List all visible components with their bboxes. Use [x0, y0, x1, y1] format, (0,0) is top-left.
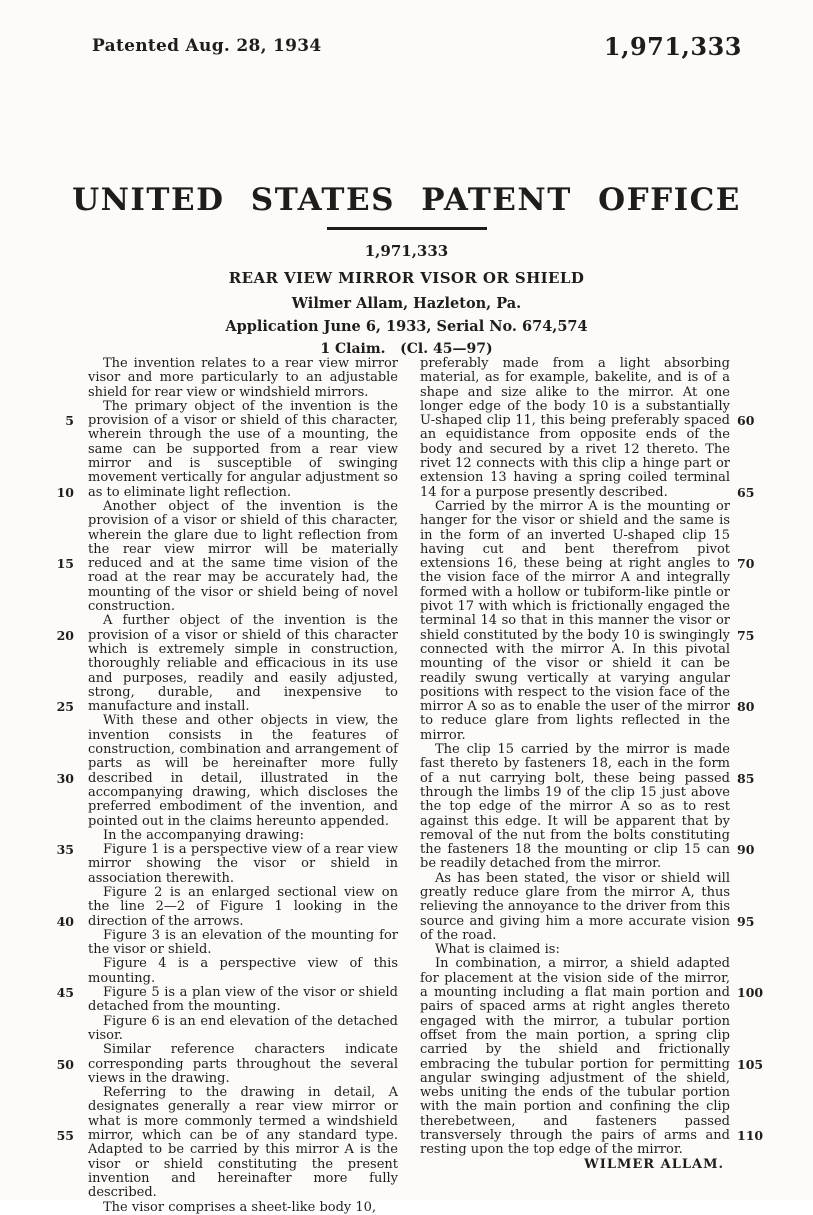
right-text-column: [420, 357, 730, 1172]
figure-1-description: Figure 1 is a perspective view of a rear view mirror showing the visor or shield in association therewith.: [88, 842, 398, 886]
line-number-95: 95: [737, 913, 755, 929]
patent-number-masthead: 1,971,333: [364, 242, 449, 260]
office-title: UNITED STATES PATENT OFFICE: [72, 182, 741, 218]
line-number-105: 105: [737, 1056, 764, 1072]
reference-characters-paragraph: Similar reference characters indicate corresponding parts throughout the several views in the drawing.: [88, 1042, 398, 1086]
line-number-65: 65: [737, 484, 755, 500]
patented-date-line: Patented Aug. 28, 1934: [92, 36, 322, 56]
figure-5-description: Figure 5 is a plan view of the visor or shield detached from the mounting.: [88, 985, 398, 1015]
fasteners-paragraph: The clip 15 carried by the mirror is made fast thereto by fasteners 18, each in the form of a nut carrying bolt, these being passed through the limbs 19 of the clip 15 just above the top edge of the mirror A so as to rest against this edge. It will be apparent that by removal of the nut from the bolts constituting the fasteners 18 the mounting or clip 15 can be readily detached from the mirror.: [420, 742, 730, 872]
claim-intro-line: What is claimed is:: [435, 942, 560, 958]
another-object-paragraph: Another object of the invention is the provision of a visor or shield of this character, wherein the glare due to light reflection from the rear view mirror will be materially reduced and at the same time vision of the road at the rear may be accurately had, the mounting of the visor or shield being of novel construction.: [88, 498, 398, 615]
figure-2-description: Figure 2 is an enlarged sectional view on the line 2—2 of Figure 1 looking in the direction of the arrows.: [88, 884, 398, 929]
masthead: [0, 183, 813, 357]
visor-body-paragraph-continued: preferably made from a light absorbing material, as for example, bakelite, and is of a shape and size alike to the mirror. At one longer edge of the body 10 is a substantially U-shaped clip 11, this being preferably spaced an equidistance from opposite ends of the body and secured by a rivet 12 thereto. The rivet 12 connects with this clip a hinge part or extension 13 having a spring coiled terminal 14 for a purpose presently described.: [420, 356, 730, 500]
line-number-25: 25: [56, 699, 74, 715]
line-number-100: 100: [737, 985, 764, 1001]
line-number-40: 40: [56, 913, 74, 929]
figure-3-description: Figure 3 is an elevation of the mounting for the visor or shield.: [88, 927, 398, 958]
patent-number-header: 1,971,333: [603, 32, 742, 61]
invention-title: REAR VIEW MIRROR VISOR OR SHIELD: [228, 269, 585, 287]
line-number-45: 45: [56, 985, 74, 1001]
signature: WILMER ALLAM.: [584, 1156, 724, 1172]
line-number-35: 35: [56, 842, 74, 858]
line-number-20: 20: [56, 627, 74, 643]
referring-paragraph: Referring to the drawing in detail, A designates generally a rear view mirror or what is more commonly termed a windshield mirror, which can be of any standard type. Adapted to be carried by this mirror A is the visor or shield constituting the present invention and hereinafter more fully described.: [88, 1085, 398, 1201]
visor-body-paragraph-start: The visor comprises a sheet-like body 10,: [103, 1199, 377, 1215]
line-number-60: 60: [737, 413, 755, 429]
title-divider-rule: [327, 227, 487, 230]
line-number-10: 10: [56, 484, 74, 500]
line-number-85: 85: [737, 770, 755, 786]
line-number-5: 5: [65, 413, 74, 429]
line-number-75: 75: [737, 627, 755, 643]
line-numbers-right-margin: [737, 357, 767, 1157]
primary-object-paragraph: The primary object of the invention is the provision of a visor or shield of this character, wherein through the use of a mounting, the same can be supported from a rear view mirror and is susceptible of swinging movement vertically for angular adjustment so as to eliminate light reflection.: [88, 398, 398, 500]
figure-4-description: Figure 4 is a perspective view of this mounting.: [88, 956, 398, 986]
line-number-30: 30: [56, 770, 74, 786]
line-number-50: 50: [56, 1056, 74, 1072]
inventor-line: Wilmer Allam, Hazleton, Pa.: [291, 295, 522, 312]
figure-6-description: Figure 6 is an end elevation of the detached visor.: [88, 1013, 398, 1043]
intro-paragraph: The invention relates to a rear view mirror visor and more particularly to an adjustable shield for rear view or windshield mirrors.: [88, 356, 398, 400]
line-number-55: 55: [56, 1128, 74, 1144]
patent-body: [0, 356, 813, 1215]
application-line: Application June 6, 1933, Serial No. 674,574: [225, 318, 588, 335]
further-object-paragraph: A further object of the invention is the provision of a visor or shield of this character which is extremely simple in construction, thoroughly reliable and efficacious in its use and purposes, readily and easily adjusted, strong, durable, and inexpensive to manufacture and install.: [88, 613, 398, 715]
glare-reduction-paragraph: As has been stated, the visor or shield will greatly reduce glare from the mirror A, thus relieving the annoyance to the driver from this source and giving him a more accurate vision of the road.: [420, 870, 730, 943]
line-number-90: 90: [737, 842, 755, 858]
mounting-paragraph: Carried by the mirror A is the mounting or hanger for the visor or shield and the same is in the form of an inverted U-shaped clip 15 having cut and bent therefrom pivot extensions 16, these being at right angles to the vision face of the mirror A and integrally formed with a hollow or tubiform-like pintle or pivot 17 with which is frictionally engaged the terminal 14 so that in this manner the visor or shield constituted by the body 10 is swingingly connected with the mirror A. In this pivotal mounting of the visor or shield it can be readily swung vertically at varying angular positions with respect to the vision face of the mirror A so as to enable the user of the mirror to reduce glare from lights reflected in the mirror.: [420, 498, 730, 743]
line-number-15: 15: [56, 556, 74, 572]
line-numbers-left-margin: [44, 357, 74, 1157]
left-text-column: [88, 357, 398, 1215]
claim-count-line: 1 Claim. (Cl. 45—97): [320, 341, 493, 357]
claim-paragraph: In combination, a mirror, a shield adapted for placement at the vision side of the mirror, a mounting including a flat main portion and pairs of spaced arms at right angles thereto engaged with the mirror, a tubular portion offset from the main portion, a spring clip carried by the shield and frictionally embracing the tubular portion for permitting angular swinging adjustment of the shield, webs uniting the ends of the tubular portion with the main portion and confining the clip therebetween, and fasteners passed transversely through the pairs of arms and resting upon the top edge of the mirror.: [420, 956, 730, 1158]
drawing-intro-line: In the accompanying drawing:: [103, 827, 304, 843]
line-number-70: 70: [737, 556, 755, 572]
line-number-110: 110: [737, 1128, 764, 1144]
objects-summary-paragraph: With these and other objects in view, the invention consists in the features of construction, combination and arrangement of parts as will be hereinafter more fully described in detail, illustrated in the accompanying drawing, which discloses the preferred embodiment of the invention, and pointed out in the claims hereunto appended.: [88, 713, 398, 829]
line-number-80: 80: [737, 699, 755, 715]
